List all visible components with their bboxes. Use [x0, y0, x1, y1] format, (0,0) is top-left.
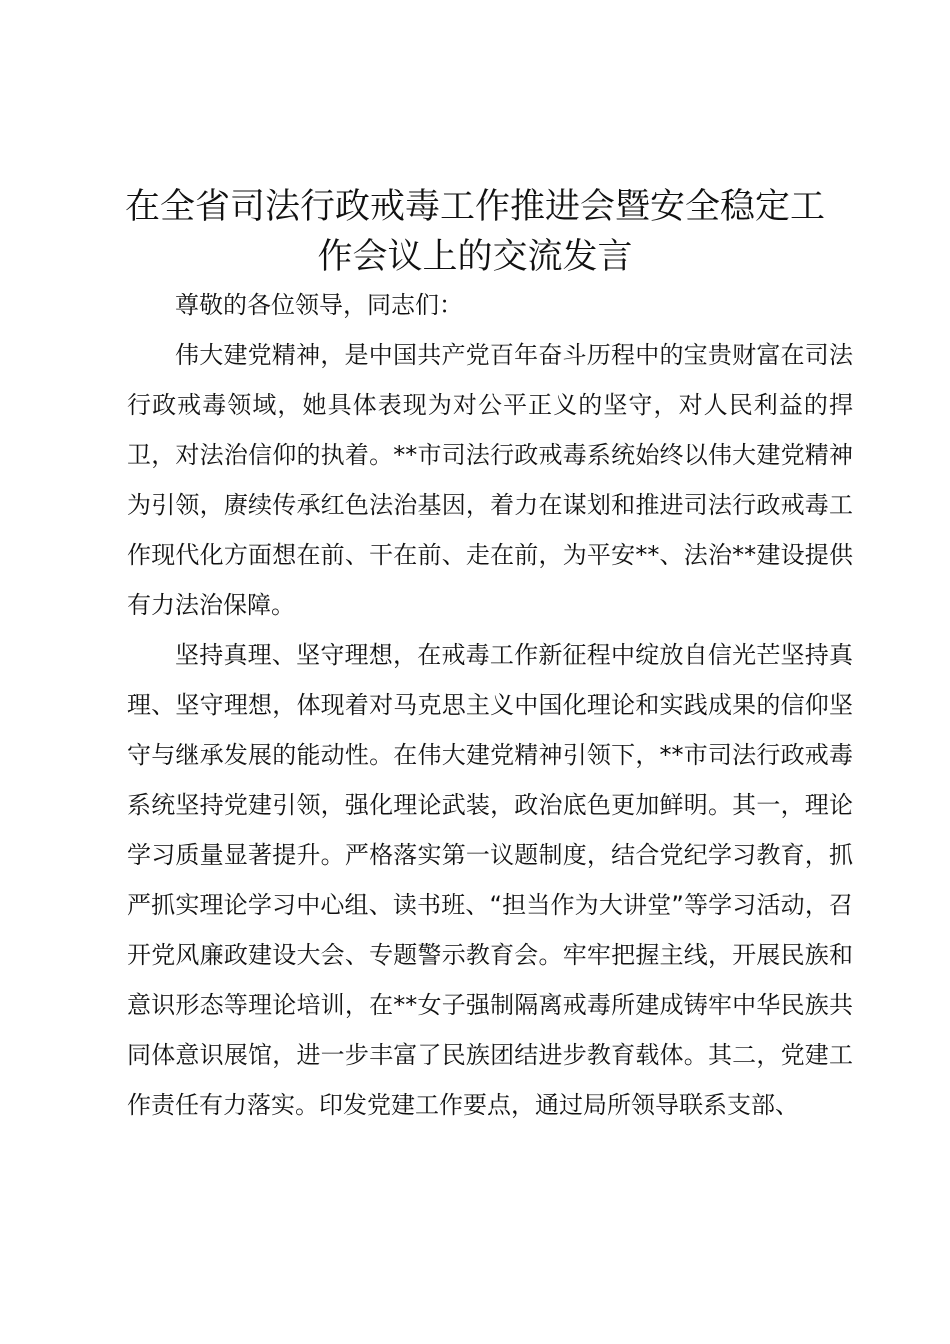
salutation: 尊敬的各位领导，同志们： — [175, 291, 463, 319]
paragraph: 坚持真理、坚守理想，在戒毒工作新征程中绽放自信光芒坚持真理、坚守理想，体现着对马克思主义中国化理论和实践成果的信仰坚守与继承发展的能动性。在伟大建党精神引领下，**市司法行政戒毒系统坚持党建引领，强化理论武装，政治底色更加鲜明。其一，理论学习质量显著提升。严格落实第一议题制度，结合党纪学习教育，抓严抓实理论学习中心组、读书班、“担当作为大讲堂”等学习活动，召开党风廉政建设大会、专题警示教育会。牢牢把握主线，开展民族和意识形态等理论培训，在**女子强制隔离戒毒所建成铸牢中华民族共同体意识展馆，进一步丰富了民族团结进步教育载体。其二，党建工作责任有力落实。印发党建工作要点，通过局所领导联系支部、 — [127, 641, 853, 1119]
document-body — [127, 280, 853, 1130]
document-title: 在全省司法行政戒毒工作推进会暨安全稳定工作会议上的交流发言 — [124, 187, 825, 277]
paragraph: 伟大建党精神，是中国共产党百年奋斗历程中的宝贵财富在司法行政戒毒领域，她具体表现为对公平正义的坚守，对人民利益的捍卫，对法治信仰的执着。**市司法行政戒毒系统始终以伟大建党精神为引领，赓续传承红色法治基因，着力在谋划和推进司法行政戒毒工作现代化方面想在前、干在前、走在前，为平安**、法治**建设提供有力法治保障。 — [127, 341, 853, 619]
